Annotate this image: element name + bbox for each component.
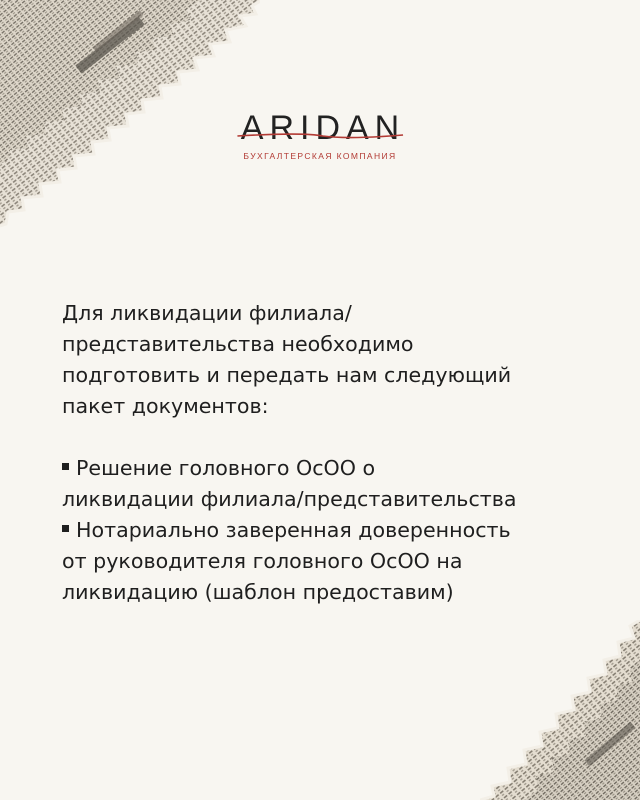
logo-wordmark: [235, 108, 405, 148]
list-item: [62, 515, 622, 608]
intro-line: подготовить и передать нам следующий: [62, 363, 512, 387]
company-logo: [0, 108, 640, 162]
bullet-square-icon: [62, 463, 69, 470]
bullet-square-icon: [62, 525, 69, 532]
logo-accent-stroke: [235, 130, 405, 142]
list-item-line: [62, 453, 622, 484]
paragraph-spacer: [62, 422, 622, 453]
list-item-line: [62, 515, 622, 546]
list-item-line: от руководителя головного ОсОО на: [62, 549, 463, 573]
intro-line: Для ликвидации филиала/: [62, 301, 352, 325]
intro-line: пакет документов:: [62, 394, 269, 418]
list-item-text: Решение головного ОсОО о: [76, 456, 376, 480]
main-text: [62, 298, 622, 608]
logo-name: ARIDAN: [240, 109, 406, 147]
list-item-line: ликвидации филиала/представительства: [62, 487, 517, 511]
torn-newspaper-bottom-right: [480, 620, 640, 800]
list-item: [62, 453, 622, 515]
list-item-text: Нотариально заверенная доверенность: [76, 518, 511, 542]
list-item-line: ликвидацию (шаблон предоставим): [62, 580, 454, 604]
document-list: [62, 453, 622, 608]
logo-tagline: БУХГАЛТЕРСКАЯ КОМПАНИЯ: [243, 151, 397, 161]
intro-paragraph: [62, 298, 622, 422]
intro-line: представительства необходимо: [62, 332, 414, 356]
